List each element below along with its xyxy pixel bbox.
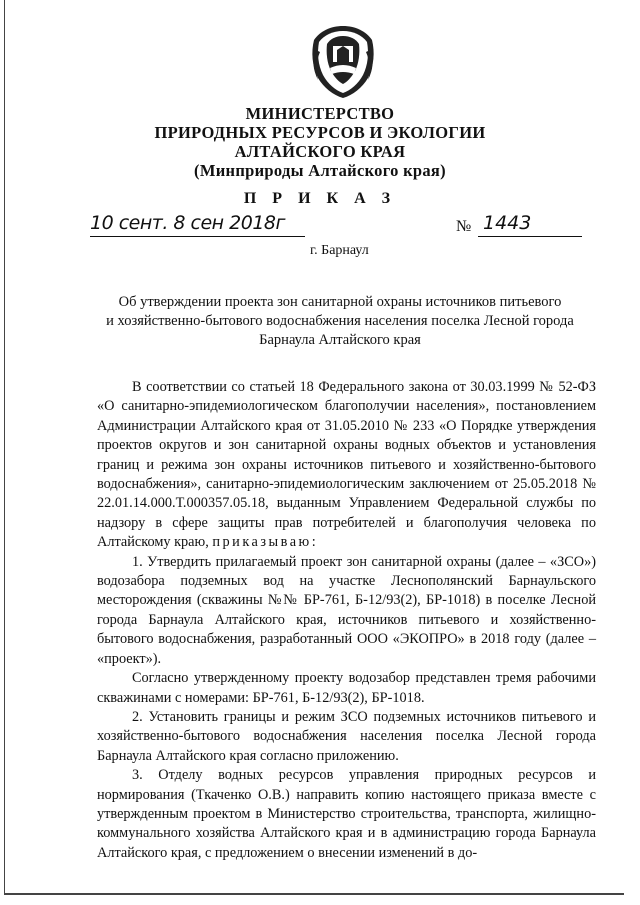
coat-of-arms-emblem bbox=[304, 22, 382, 100]
handwritten-date: 10 сент. 8 сен 2018г bbox=[90, 212, 285, 234]
preamble-text: В соответствии со статьей 18 Федерального закона от 30.03.1999 № 52-ФЗ «О санитарно-эпидемиологическом благополучии населения», постановлением Администрации Алтайского края от 31.05.2010 № 233 «О Порядке утверждения проектов округов и зон санитарной охраны водных объектов и установления границ и режима зон охраны источников питьевого и хозяйственно-бытового водоснабжения», санитарно-эпидемиологическим заключением от 25.05.2018 № 22.01.14.000.Т.000357.05.18, выданным Управлением Федеральной службы по надзору в сфере защиты прав потребителей и благополучия человека по Алтайскому краю, bbox=[97, 379, 596, 551]
item-2-paragraph: 2. Установить границы и режим ЗСО подземных источников питьевого и хозяйственно-бытового водоснабжения населения поселка Лесной города Барнаула Алтайского края согласно приложению. bbox=[97, 708, 596, 764]
ministry-name-line2: ПРИРОДНЫХ РЕСУРСОВ И ЭКОЛОГИИ bbox=[154, 123, 486, 142]
subject-line-2: и хозяйственно-бытового водоснабжения населения поселка Лесной города bbox=[106, 313, 574, 329]
date-underline bbox=[90, 236, 305, 237]
subject-line-1: Об утверждении проекта зон санитарной охраны источников питьевого bbox=[118, 294, 562, 310]
scan-border-bottom bbox=[4, 893, 624, 895]
item-1-paragraph: 1. Утвердить прилагаемый проект зон санитарной охраны (далее – «ЗСО») водозабора подземных вод на участке Леснополянский Барнаульского месторождения (скважины №№ БР-761, Б-12/93(2), БР-1018) в поселке Лесной города Барнаула Алтайского края, источников питьевого и хозяйственно-бытового водоснабжения, разработанный ООО «ЭКОПРО» в 2018 году (далее – «проект»). bbox=[97, 553, 596, 667]
subject-line-3: Барнаула Алтайского края bbox=[259, 332, 421, 348]
order-body bbox=[97, 378, 596, 863]
ministry-name-line1: МИНИСТЕРСТВО bbox=[245, 104, 395, 123]
item-1-note-paragraph: Согласно утвержденному проекту водозабор представлен тремя рабочими скважинами с номерами: БР-761, Б-12/93(2), БР-1018. bbox=[97, 670, 596, 706]
handwritten-order-number: 1443 bbox=[483, 212, 532, 234]
ministry-name-line3: АЛТАЙСКОГО КРАЯ bbox=[234, 142, 406, 161]
ministry-short-name: (Минприроды Алтайского края) bbox=[194, 161, 446, 180]
city-label: г. Барнаул bbox=[310, 243, 369, 258]
item-3-paragraph: 3. Отделу водных ресурсов управления природных ресурсов и нормирования (Ткаченко О.В.) направить копию настоящего приказа вместе с утвержденным проектом в Министерство строительства, транспорта, жилищно-коммунального хозяйства Алтайского края и в администрацию города Барнаула Алтайского края, с предложением о внесении изменений в до- bbox=[97, 767, 596, 861]
document-type-title: П Р И К А З bbox=[243, 190, 397, 207]
preamble-paragraph bbox=[97, 378, 596, 553]
order-subject bbox=[90, 293, 590, 350]
order-word: приказываю: bbox=[212, 534, 319, 551]
number-underline bbox=[478, 236, 582, 237]
number-label: № bbox=[456, 218, 472, 235]
